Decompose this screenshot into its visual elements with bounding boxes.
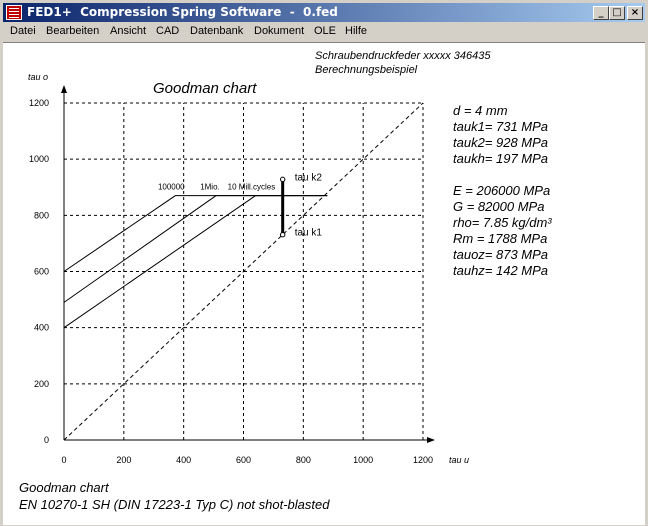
annotation-label: tau k1 xyxy=(294,227,322,239)
window-title: FED1+ Compression Spring Software - 0.fed xyxy=(27,5,338,19)
x-tick-label: 1000 xyxy=(353,455,374,465)
stroke-point xyxy=(280,233,284,237)
chart-title: Goodman chart xyxy=(153,80,257,97)
working-stroke xyxy=(280,172,322,238)
x-axis-arrow xyxy=(427,437,435,443)
prop-tauk1: tauk1= 731 MPa xyxy=(453,119,549,134)
series-label: 10 Mill.cycles xyxy=(227,182,276,192)
y-tick-label: 200 xyxy=(33,378,49,389)
footer-title: Goodman chart xyxy=(19,480,109,495)
menu-ole[interactable]: OLE xyxy=(314,25,337,37)
y-tick-label: 600 xyxy=(33,266,49,277)
y-tick-label: 0 xyxy=(43,435,49,445)
goodman-chart xyxy=(3,43,645,525)
x-axis-label: tau u xyxy=(449,455,470,465)
series-line xyxy=(64,196,327,272)
x-tick-label: 600 xyxy=(235,455,252,465)
title-bar[interactable] xyxy=(3,3,645,22)
x-tick-label: 0 xyxy=(61,455,67,465)
x-tick-label: 800 xyxy=(295,455,311,465)
series-label: 1Mio. xyxy=(200,182,220,192)
menu-bearbeiten[interactable]: Bearbeiten xyxy=(46,25,100,37)
series-line xyxy=(64,196,327,303)
document-area xyxy=(3,42,645,525)
prop-tauhz: tauhz= 142 MPa xyxy=(453,263,549,278)
annotation-label: tau k2 xyxy=(294,172,322,184)
footer-material: EN 10270-1 SH (DIN 17223-1 Typ C) not shot-blasted xyxy=(19,497,330,512)
menu-bar xyxy=(3,22,645,41)
menu-dokument[interactable]: Dokument xyxy=(254,25,305,37)
menu-cad[interactable]: CAD xyxy=(156,25,180,37)
y-tick-label: 800 xyxy=(33,210,49,221)
series-label: 100000 xyxy=(157,182,185,192)
axes xyxy=(61,85,435,443)
minimize-button[interactable]: _ xyxy=(593,6,609,20)
prop-tauk2: tauk2= 928 MPa xyxy=(453,135,549,150)
y-tick-label: 400 xyxy=(33,322,49,333)
header-line-2: Berechnungsbeispiel xyxy=(315,64,418,76)
prop-taukh: taukh= 197 MPa xyxy=(453,151,549,166)
y-axis-arrow xyxy=(61,85,67,93)
y-tick-label: 1200 xyxy=(28,98,49,108)
menu-datei[interactable]: Datei xyxy=(10,25,36,37)
y-axis-label: tau o xyxy=(28,72,49,82)
prop-d: d = 4 mm xyxy=(453,103,508,118)
prop-e: E = 206000 MPa xyxy=(453,183,551,198)
stroke-point xyxy=(280,177,284,181)
y-tick-label: 1000 xyxy=(28,154,49,165)
maximize-button[interactable]: □ xyxy=(609,6,625,20)
x-tick-label: 200 xyxy=(116,455,132,465)
x-tick-label: 400 xyxy=(176,455,192,465)
header-line-1: Schraubendruckfeder xxxxx 346435 xyxy=(315,50,491,62)
menu-ansicht[interactable]: Ansicht xyxy=(110,25,147,37)
properties-panel xyxy=(453,103,552,278)
menu-hilfe[interactable]: Hilfe xyxy=(345,25,368,37)
close-button[interactable]: × xyxy=(627,6,643,20)
tick-labels xyxy=(29,98,433,465)
prop-tauoz: tauoz= 873 MPa xyxy=(453,247,549,262)
spring-app-icon[interactable] xyxy=(6,5,22,20)
prop-g: G = 82000 MPa xyxy=(453,199,545,214)
menu-datenbank[interactable]: Datenbank xyxy=(190,25,244,37)
prop-rho: rho= 7.85 kg/dm³ xyxy=(453,215,552,230)
x-tick-label: 1200 xyxy=(412,455,434,465)
prop-rm: Rm = 1788 MPa xyxy=(453,231,548,246)
